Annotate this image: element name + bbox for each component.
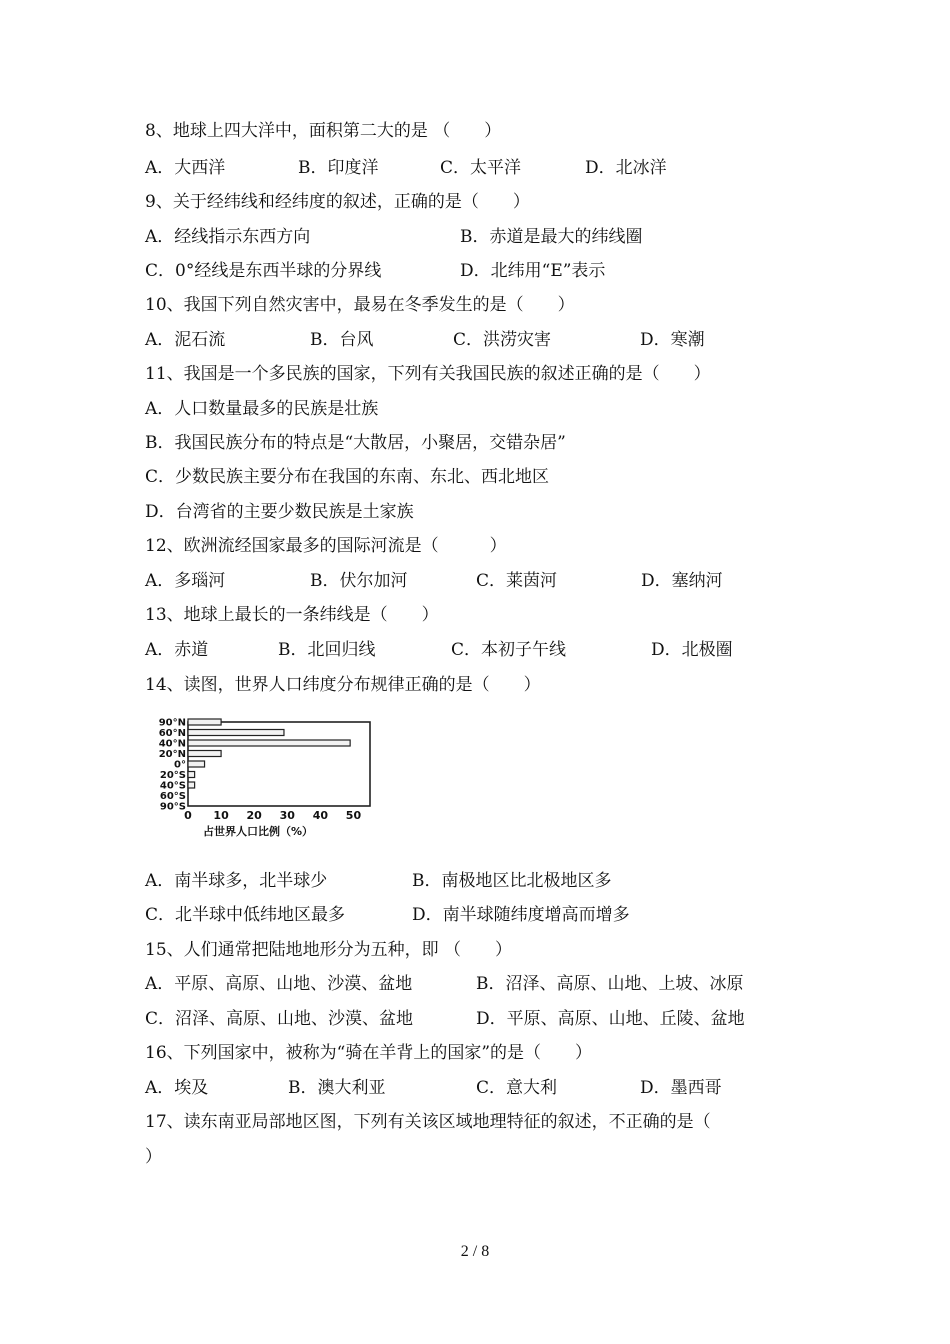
q16-option-c: C．意大利 — [476, 1078, 558, 1098]
q15-stem: 15、人们通常把陆地地形分为五种，即 （ ） — [145, 940, 513, 960]
q13-option-c: C．本初子午线 — [451, 640, 567, 660]
y-tick-label: 20°N — [158, 749, 186, 760]
y-tick-label: 60°S — [159, 791, 186, 802]
q11-option-b: B．我国民族分布的特点是“大散居，小聚居，交错杂居” — [145, 433, 566, 453]
q12-option-c: C．莱茵河 — [476, 571, 558, 591]
q8-option-c: C．太平洋 — [440, 158, 522, 178]
q11-stem: 11、我国是一个多民族的国家，下列有关我国民族的叙述正确的是（ ） — [145, 364, 711, 384]
x-tick-label: 30 — [279, 809, 295, 822]
q8-stem: 8、地球上四大洋中，面积第二大的是 （ ） — [145, 121, 502, 141]
q14-option-a: A．南半球多，北半球少 — [145, 871, 328, 891]
bar-6 — [188, 782, 195, 788]
q13-option-b: B．北回归线 — [278, 640, 376, 660]
q16-stem: 16、下列国家中，被称为“骑在羊背上的国家”的是（ ） — [145, 1043, 593, 1063]
q16-option-b: B．澳大利亚 — [288, 1078, 386, 1098]
bar-3 — [188, 751, 221, 757]
q9-option-a: A．经线指示东西方向 — [145, 227, 311, 247]
q14-option-b: B．南极地区比北极地区多 — [412, 871, 612, 891]
q10-option-b: B．台风 — [310, 330, 374, 350]
y-tick-label: 90°S — [159, 801, 186, 813]
q13-option-a: A．赤道 — [145, 640, 209, 660]
q12-option-b: B．伏尔加河 — [310, 571, 408, 591]
q10-option-a: A．泥石流 — [145, 330, 226, 350]
y-tick-label: 20°S — [159, 770, 186, 781]
q8-option-a: A．大西洋 — [145, 158, 226, 178]
q15-option-b: B．沼泽、高原、山地、上坡、冰原 — [476, 974, 744, 994]
bar-1 — [188, 730, 284, 736]
y-tick-label: 0° — [174, 759, 186, 771]
q11-option-a: A．人口数量最多的民族是壮族 — [145, 399, 379, 419]
bar-2 — [188, 740, 350, 746]
q10-option-d: D．寒潮 — [640, 330, 705, 350]
q14-option-d: D．南半球随纬度增高而增多 — [412, 905, 630, 925]
q11-option-d: D．台湾省的主要少数民族是土家族 — [145, 502, 414, 522]
q15-option-a: A．平原、高原、山地、沙漠、盆地 — [145, 974, 413, 994]
q16-option-d: D．墨西哥 — [640, 1078, 722, 1098]
y-tick-label: 40°S — [159, 780, 186, 792]
q16-option-a: A．埃及 — [145, 1078, 209, 1098]
bar-5 — [188, 772, 195, 778]
q13-stem: 13、地球上最长的一条纬线是（ ） — [145, 605, 439, 625]
q13-option-d: D．北极圈 — [651, 640, 733, 660]
q9-option-d: D．北纬用“E”表示 — [460, 261, 606, 281]
page-number: 2 / 8 — [460, 1243, 490, 1260]
q9-stem: 9、关于经纬线和经纬度的叙述，正确的是（ ） — [145, 192, 530, 212]
q14-stem: 14、读图，世界人口纬度分布规律正确的是（ ） — [145, 675, 541, 695]
q10-option-c: C．洪涝灾害 — [453, 330, 552, 350]
q17-stem: 17、读东南亚局部地区图，下列有关该区域地理特征的叙述，不正确的是（ — [145, 1112, 711, 1132]
q15-option-d: D．平原、高原、山地、丘陵、盆地 — [476, 1009, 745, 1029]
bar-4 — [188, 761, 205, 767]
q9-option-c: C．0°经线是东西半球的分界线 — [145, 261, 382, 281]
x-tick-label: 50 — [345, 809, 362, 822]
q12-option-d: D．塞纳河 — [641, 571, 723, 591]
y-tick-label: 60°N — [158, 728, 186, 739]
q14-option-c: C．北半球中低纬地区最多 — [145, 905, 346, 925]
q9-option-b: B．赤道是最大的纬线圈 — [460, 227, 643, 247]
bar-0 — [188, 719, 221, 725]
q12-stem: 12、欧洲流经国家最多的国际河流是（ ） — [145, 536, 507, 556]
y-tick-label: 90°N — [158, 718, 186, 729]
q17-stem-cont: ） — [145, 1147, 162, 1167]
x-tick-label: 40 — [312, 809, 329, 822]
population-latitude-chart — [148, 718, 438, 843]
q11-option-c: C．少数民族主要分布在我国的东南、东北、西北地区 — [145, 467, 550, 487]
q8-option-b: B．印度洋 — [298, 158, 379, 178]
q12-option-a: A．多瑙河 — [145, 571, 226, 591]
x-tick-label: 20 — [246, 809, 262, 822]
y-tick-label: 40°N — [158, 738, 186, 750]
x-axis-label: 占世界人口比例（%） — [202, 825, 314, 838]
x-tick-label: 0 — [184, 809, 192, 822]
q8-option-d: D．北冰洋 — [585, 158, 667, 178]
q15-option-c: C．沼泽、高原、山地、沙漠、盆地 — [145, 1009, 414, 1029]
q10-stem: 10、我国下列自然灾害中，最易在冬季发生的是（ ） — [145, 295, 575, 315]
x-tick-label: 10 — [213, 809, 229, 822]
